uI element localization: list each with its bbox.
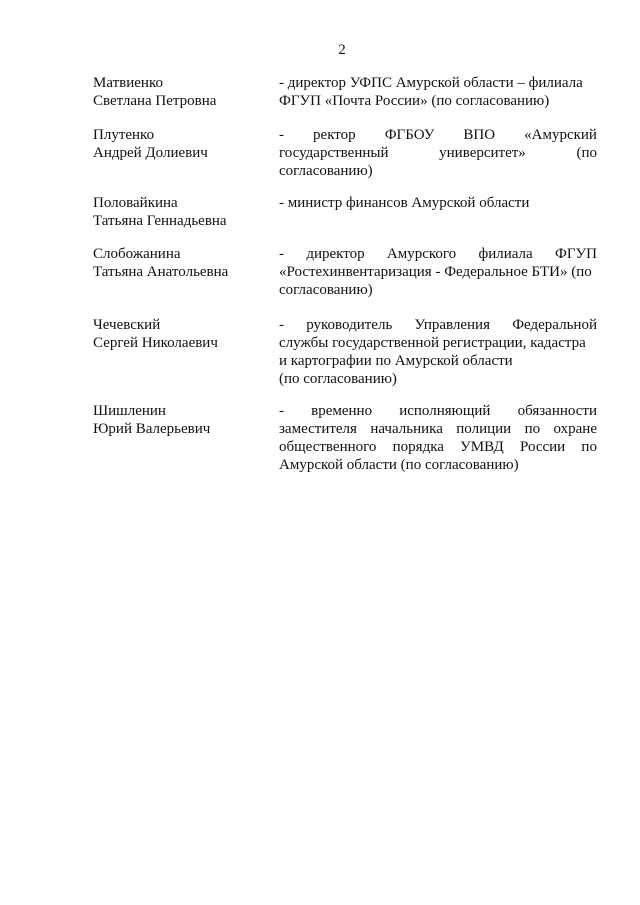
member-surname: Слобожанина [93,246,181,262]
position-line [279,245,597,263]
position-word: ФГУП [555,246,597,262]
member-name [93,245,268,281]
position-word: УМВД [460,439,504,455]
position-word: - [279,127,284,143]
position-word: заместителя [279,421,357,437]
position-line: - директор УФПС Амурской области – филиала [279,75,583,91]
member-position [279,74,597,110]
position-word: (по [576,145,597,161]
position-word: государственный [279,145,389,161]
position-word: ректор [313,127,356,143]
position-word: по [524,421,541,437]
position-word: начальника [370,421,443,437]
member-surname: Чечевский [93,317,161,333]
position-word: филиала [478,246,533,262]
position-line [279,420,597,438]
position-word: порядка [392,439,444,455]
member-name [93,74,268,110]
position-line [279,402,597,420]
position-word: общественного [279,439,377,455]
page-number: 2 [338,42,346,58]
position-word: - [279,317,284,333]
position-word: исполняющий [399,403,491,419]
position-line: Амурской области (по согласованию) [279,457,519,473]
member-given-names: Андрей Долиевич [93,145,208,161]
member-name [93,194,268,230]
member-position [279,126,597,180]
member-position [279,316,597,388]
position-line: «Ростехинвентаризация - Федеральное БТИ» (по [279,264,592,280]
position-word: Амурского [386,246,457,262]
member-name [93,316,268,352]
position-line: службы государственной регистрации, кадастра [279,335,586,351]
position-line: ФГУП «Почта России» (по согласованию) [279,93,550,109]
position-line: и картографии по Амурской области [279,353,513,369]
position-word: полиции [456,421,512,437]
member-name [93,402,268,438]
member-surname: Плутенко [93,127,155,143]
member-surname: Шишленин [93,403,166,419]
position-word: - [279,403,284,419]
position-word: временно [311,403,373,419]
position-word: ФГБОУ [384,127,435,143]
member-position [279,194,597,212]
member-position [279,245,597,299]
position-word: ВПО [463,127,496,143]
member-given-names: Светлана Петровна [93,93,217,109]
member-surname: Матвиенко [93,75,163,91]
member-given-names: Сергей Николаевич [93,335,218,351]
position-word: России [519,439,566,455]
position-line: - министр финансов Амурской области [279,195,530,211]
position-line: (по согласованию) [279,371,397,387]
member-given-names: Татьяна Анатольевна [93,264,229,280]
position-word: Управления [414,317,490,333]
position-word: охране [553,421,597,437]
position-line [279,316,597,334]
member-given-names: Юрий Валерьевич [93,421,211,437]
position-word: - [279,246,284,262]
member-given-names: Татьяна Геннадьевна [93,213,227,229]
position-word: директор [306,246,365,262]
position-word: университет» [439,145,526,161]
member-surname: Половайкина [93,195,178,211]
position-word: руководитель [306,317,393,333]
member-name [93,126,268,162]
member-position [279,402,597,474]
position-word: Федеральной [512,317,597,333]
position-word: по [581,439,597,455]
position-line: согласованию) [279,282,373,298]
position-word: обязанности [517,403,597,419]
position-line [279,126,597,144]
position-line [279,438,597,456]
position-word: «Амурский [524,127,597,143]
position-line: согласованию) [279,163,373,179]
position-line [279,144,597,162]
